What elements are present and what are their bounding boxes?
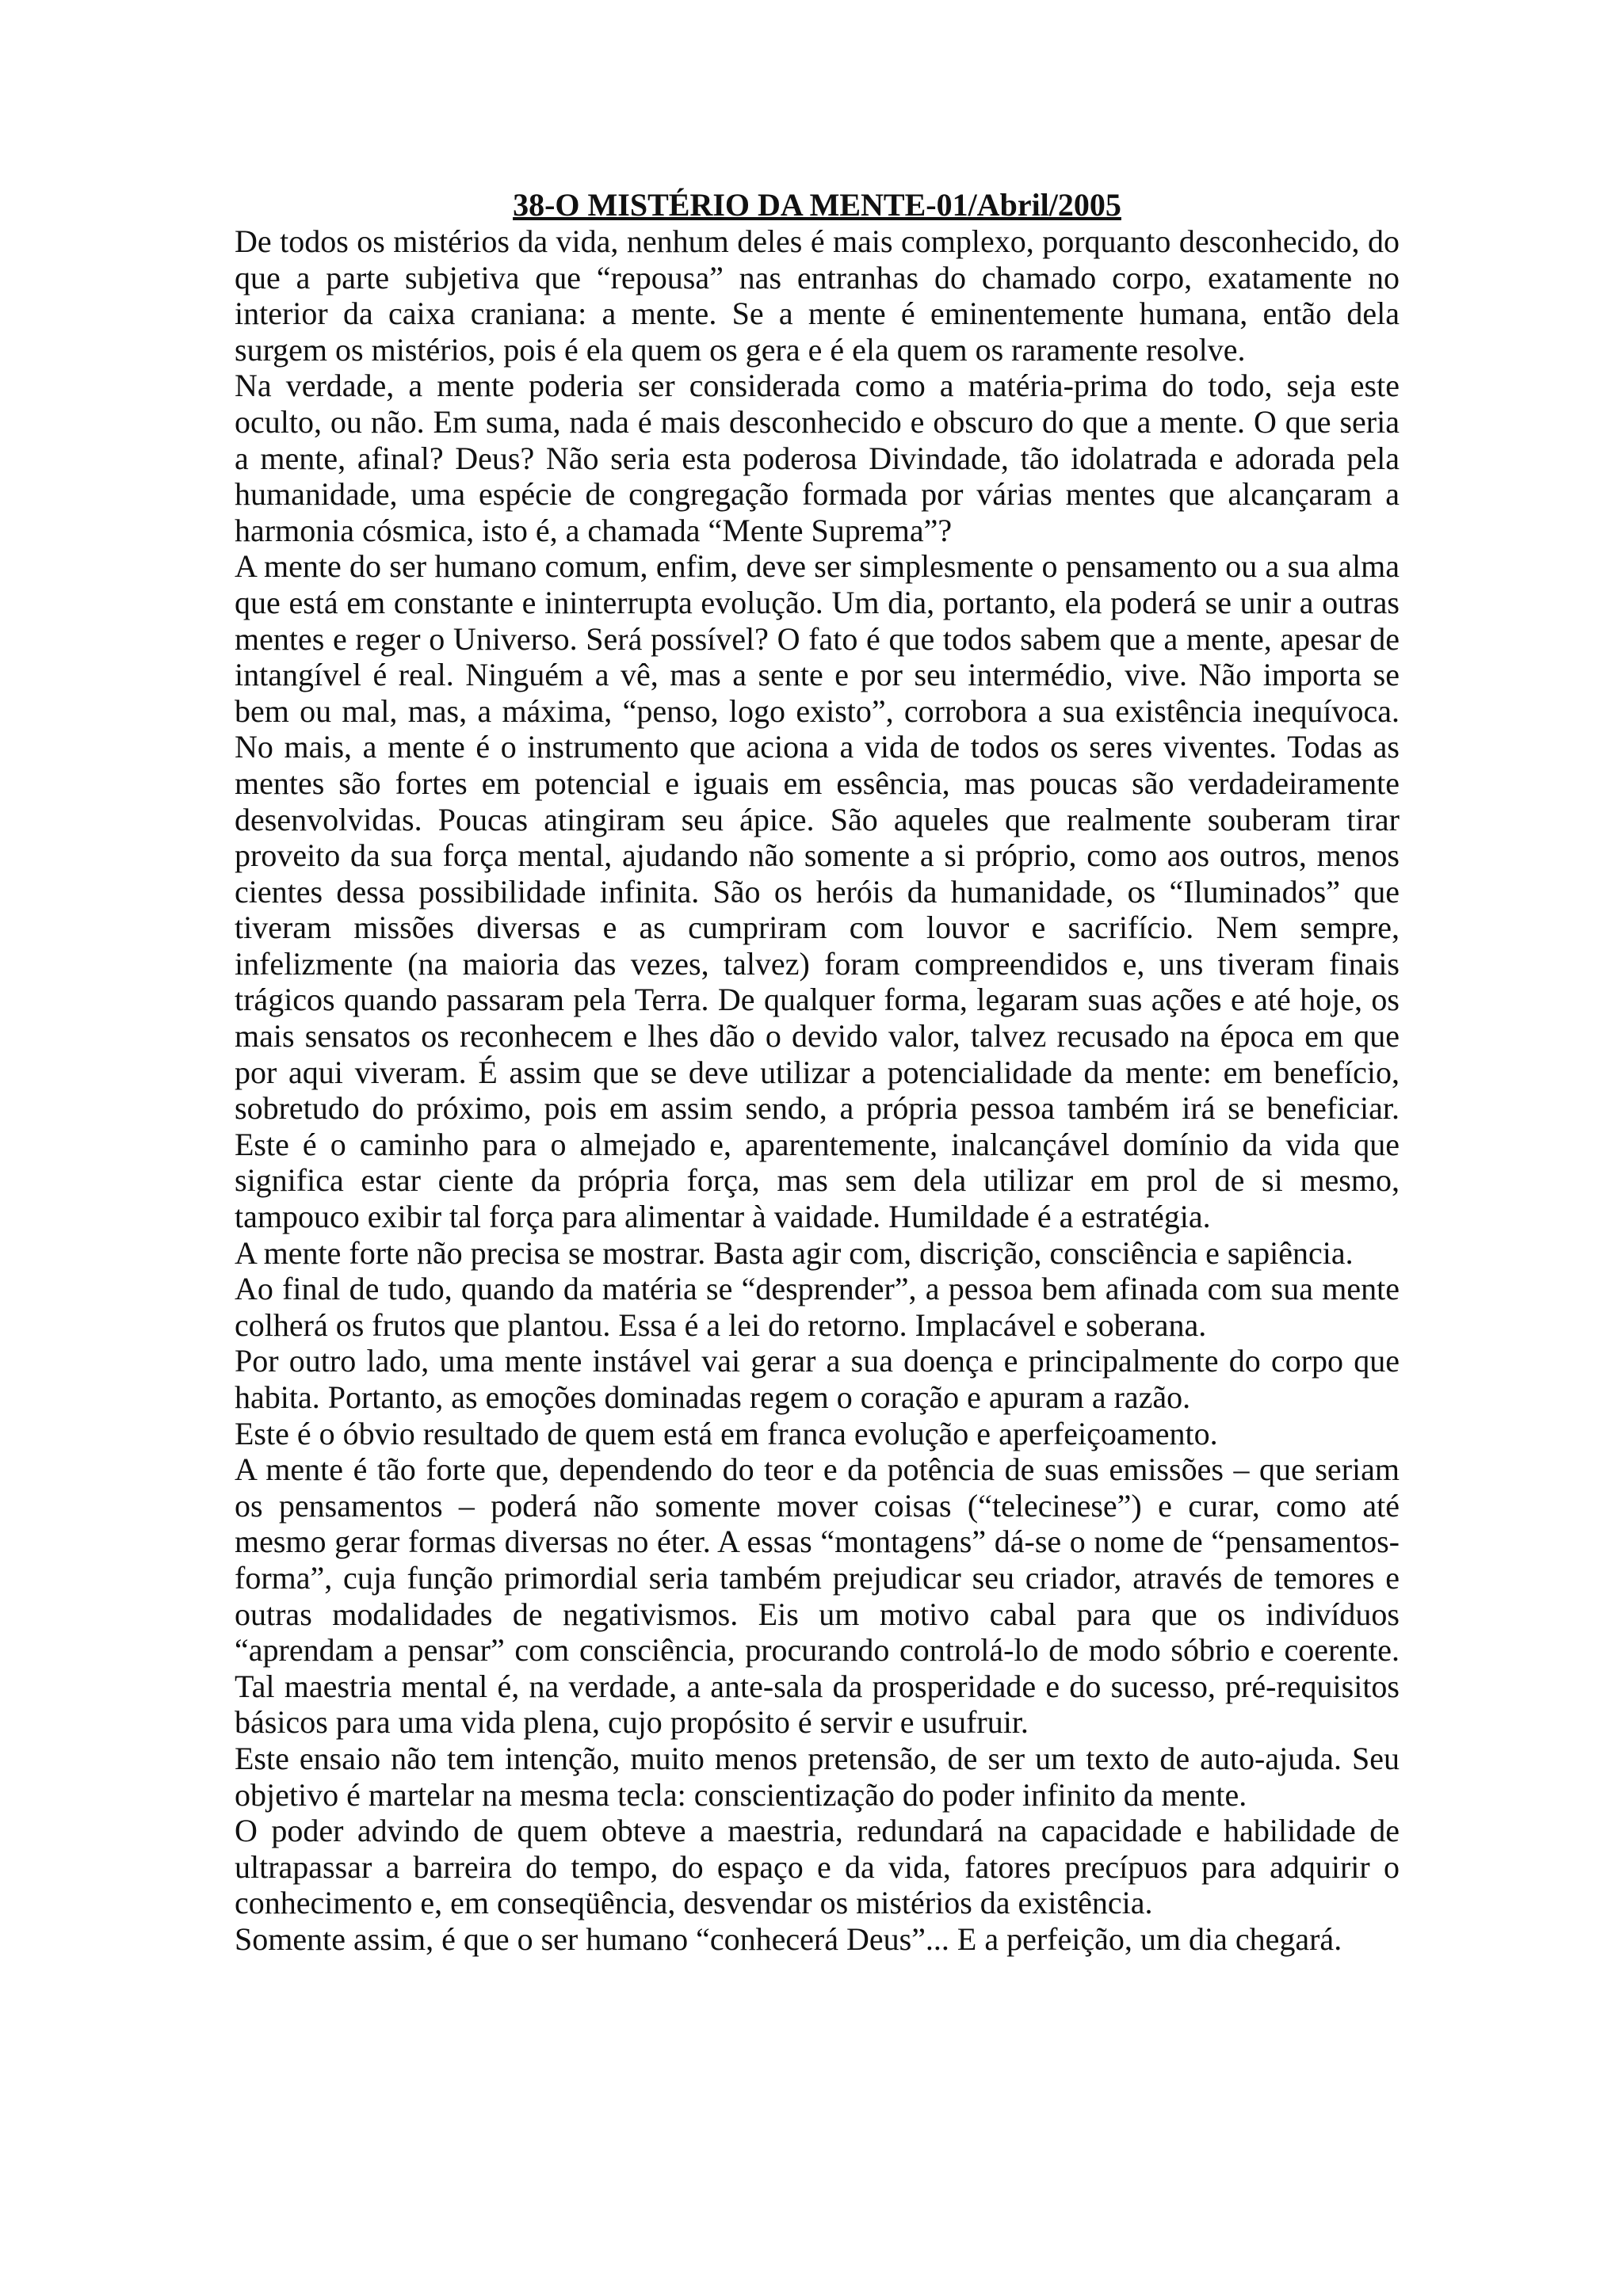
paragraph-5: Ao final de tudo, quando da matéria se “desprender”, a pessoa bem afinada com sua mente colherá os frutos que plantou. Essa é a lei do retorno. Implacável e soberana.	[235, 1271, 1400, 1343]
paragraph-1: De todos os mistérios da vida, nenhum deles é mais complexo, porquanto desconhecido, do que a parte subjetiva que “repousa” nas entranhas do chamado corpo, exatamente no interior da caixa craniana: a mente. Se a mente é eminentemente humana, então dela surgem os mistérios, pois é ela quem os gera e é ela quem os raramente resolve.	[235, 223, 1400, 368]
paragraph-10: O poder advindo de quem obteve a maestria, redundará na capacidade e habilidade de ultrapassar a barreira do tempo, do espaço e da vida, fatores precípuos para adquirir o conhecimento e, em conseqüência, desvendar os mistérios da existência.	[235, 1813, 1400, 1921]
paragraph-6: Por outro lado, uma mente instável vai gerar a sua doença e principalmente do corpo que habita. Portanto, as emoções dominadas regem o coração e apuram a razão.	[235, 1343, 1400, 1415]
paragraph-3: A mente do ser humano comum, enfim, deve ser simplesmente o pensamento ou a sua alma que está em constante e ininterrupta evolução. Um dia, portanto, ela poderá se unir a outras mentes e reger o Universo. Será possível? O fato é que todos sabem que a mente, apesar de intangível é real. Ninguém a vê, mas a sente e por seu intermédio, vive. Não importa se bem ou mal, mas, a máxima, “penso, logo existo”, corrobora a sua existência inequívoca. No mais, a mente é o instrumento que aciona a vida de todos os seres viventes. Todas as mentes são fortes em potencial e iguais em essência, mas poucas são verdadeiramente desenvolvidas. Poucas atingiram seu ápice. São aqueles que realmente souberam tirar proveito da sua força mental, ajudando não somente a si próprio, como aos outros, menos cientes dessa possibilidade infinita. São os heróis da humanidade, os “Iluminados” que tiveram missões diversas e as cumpriram com louvor e sacrifício. Nem sempre, infelizmente (na maioria das vezes, talvez) foram compreendidos e, uns tiveram finais trágicos quando passaram pela Terra. De qualquer forma, legaram suas ações e até hoje, os mais sensatos os reconhecem e lhes dão o devido valor, talvez recusado na época em que por aqui viveram. É assim que se deve utilizar a potencialidade da mente: em benefício, sobretudo do próximo, pois em assim sendo, a própria pessoa também irá se beneficiar. Este é o caminho para o almejado e, aparentemente, inalcançável domínio da vida que significa estar ciente da própria força, mas sem dela utilizar em prol de si mesmo, tampouco exibir tal força para alimentar à vaidade. Humildade é a estratégia.	[235, 548, 1400, 1235]
document-title: 38-O MISTÉRIO DA MENTE-01/Abril/2005	[513, 187, 1121, 223]
paragraph-9: Este ensaio não tem intenção, muito menos pretensão, de ser um texto de auto-ajuda. Seu objetivo é martelar na mesma tecla: conscientização do poder infinito da mente.	[235, 1740, 1400, 1813]
paragraph-4: A mente forte não precisa se mostrar. Basta agir com, discrição, consciência e sapiência.	[235, 1234, 1354, 1271]
document-page	[235, 187, 1400, 1958]
paragraph-2: Na verdade, a mente poderia ser considerada como a matéria-prima do todo, seja este oculto, ou não. Em suma, nada é mais desconhecido e obscuro do que a mente. O que seria a mente, afinal? Deus? Não seria esta poderosa Divindade, tão idolatrada e adorada pela humanidade, uma espécie de congregação formada por várias mentes que alcançaram a harmonia cósmica, isto é, a chamada “Mente Suprema”?	[235, 368, 1400, 548]
paragraph-11: Somente assim, é que o ser humano “conhecerá Deus”... E a perfeição, um dia chegará.	[235, 1920, 1342, 1957]
paragraph-8: A mente é tão forte que, dependendo do teor e da potência de suas emissões – que seriam os pensamentos – poderá não somente mover coisas (“telecinese”) e curar, como até mesmo gerar formas diversas no éter. A essas “montagens” dá-se o nome de “pensamentos-forma”, cuja função primordial seria também prejudicar seu criador, através de temores e outras modalidades de negativismos. Eis um motivo cabal para que os indivíduos “aprendam a pensar” com consciência, procurando controlá-lo de modo sóbrio e coerente. Tal maestria mental é, na verdade, a ante-sala da prosperidade e do sucesso, pré-requisitos básicos para uma vida plena, cujo propósito é servir e usufruir.	[235, 1451, 1400, 1741]
paragraph-7: Este é o óbvio resultado de quem está em franca evolução e aperfeiçoamento.	[235, 1415, 1218, 1451]
